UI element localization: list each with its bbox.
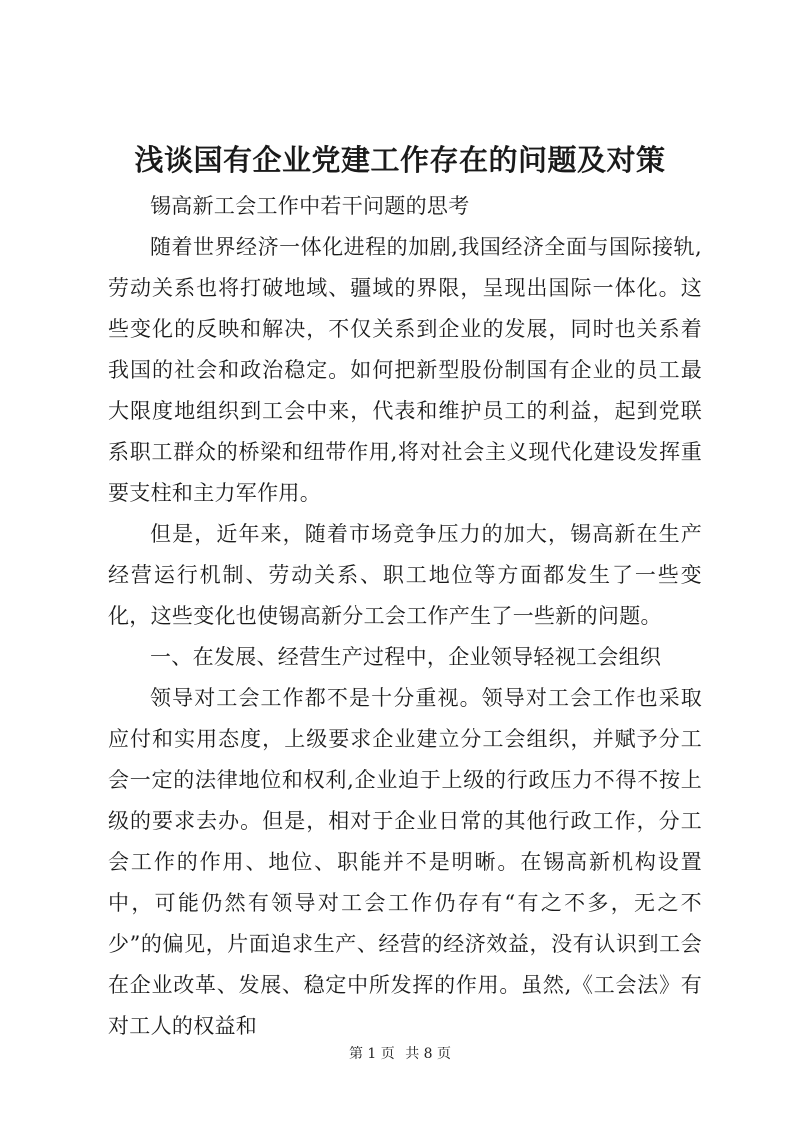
total-pages: 共 8 页 [405, 1046, 452, 1062]
paragraph-problems: 但是，近年来，随着市场竞争压力的加大，锡高新在生产经营运行机制、劳动关系、职工地位等方面都发生了一些变化，这些变化也使锡高新分工会工作产生了一些新的问题。 [108, 522, 702, 628]
paragraph-subtitle: 锡高新工会工作中若干问题的思考 [150, 194, 470, 218]
section-heading-1: 一、在发展、经营生产过程中，企业领导轻视工会组织 [150, 645, 662, 669]
document-body [108, 186, 702, 1047]
paragraph-intro: 随着世界经济一体化进程的加剧,我国经济全面与国际接轨,劳动关系也将打破地域、疆域的界限，呈现出国际一体化。这些变化的反映和解决，不仅关系到企业的发展，同时也关系着我国的社会和政治稳定。如何把新型股份制国有企业的员工最大限度地组织到工会中来，代表和维护员工的利益，起到党联系职工群众的桥梁和纽带作用,将对社会主义现代化建设发挥重要支柱和主力军作用。 [108, 235, 702, 505]
page-footer [0, 1044, 800, 1064]
page-number: 第 1 页 [348, 1046, 395, 1062]
document-title: 浅谈国有企业党建工作存在的问题及对策 [134, 143, 666, 177]
paragraph-section-1: 领导对工会工作都不是十分重视。领导对工会工作也采取应付和实用态度，上级要求企业建立分工会组织，并赋予分工会一定的法律地位和权利,企业迫于上级的行政压力不得不按上级的要求去办。但是，相对于企业日常的其他行政工作，分工会工作的作用、地位、职能并不是明晰。在锡高新机构设置中，可能仍然有领导对工会工作仍存有“有之不多，无之不少”的偏见，片面追求生产、经营的经济效益，没有认识到工会在企业改革、发展、稳定中所发挥的作用。虽然,《工会法》有对工人的权益和 [108, 686, 702, 1038]
